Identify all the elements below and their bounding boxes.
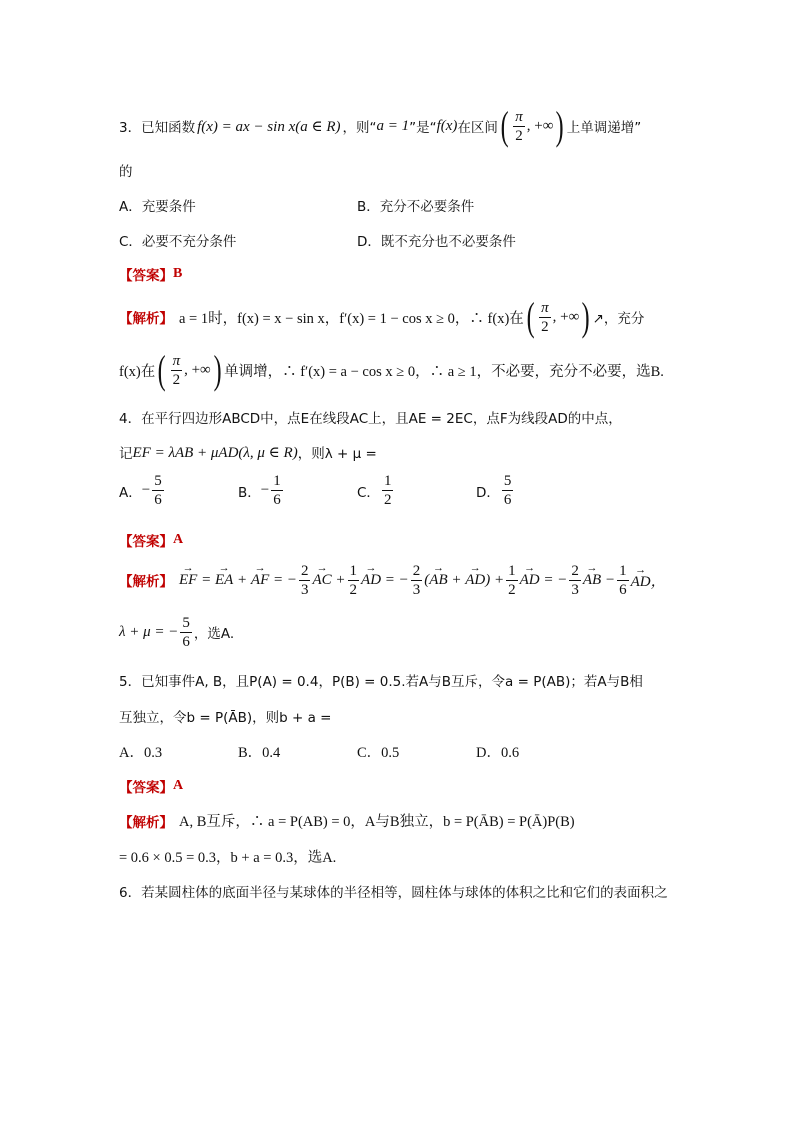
q4-option-d: D． $\frac{5}{6}$	[476, 473, 512, 508]
q3-option-c: C．必要不充分条件	[119, 234, 237, 250]
q4-stem-line1: 4．在平行四边形ABCD中，点E在线段AC上，且AE = 2EC，点F为线段AD的中点，	[119, 411, 622, 427]
q5-answer: 【答案】 A	[119, 778, 184, 796]
q4-answer: 【答案】 A	[119, 532, 184, 550]
q5-stem-line1: 5．已知事件A, B，且P(A) = 0.4，P(B) = 0.5.若A与B互斥，令a = P(AB)；若A与B相	[119, 674, 643, 690]
q5-analysis-line1: 【解析】 A, B互斥，∴ a = P(AB) = 0，A与B独立，b = P(ĀB) = P(Ā)P(B)	[119, 814, 575, 831]
q4-analysis-line1: 【解析】 → EF = → EA + → AF = − $\frac{2}{3}$ → AC + $\frac{1}{2}$ → AD = − $\frac{2}{3}$ (→ AB + → AD) + $\frac{1}{2}$ → AD = − $\frac{2}{3}$ → AB − $\frac{1}{6}$ → AD，	[119, 558, 666, 602]
q3-option-d: D．既不充分也不必要条件	[357, 234, 516, 250]
q5-stem-line2: 互独立，令b = P(ĀB)，则b + a =	[119, 710, 332, 726]
q5-option-c: C．0.5	[357, 745, 400, 761]
q6-stem-line1: 6．若某圆柱体的底面半径与某球体的半径相等，圆柱体与球体的体积之比和它们的表面积之	[119, 885, 668, 901]
q3-analysis-line1: 【解析】 a = 1时，f(x) = x − sin x，f′(x) = 1 − cos x ≥ 0，∴ f(x)在 ( $\frac{\pi}{2}$ , +∞ ) ↗，充分	[119, 294, 645, 339]
q4-option-b: B． − $\frac{1}{6}$	[238, 473, 281, 508]
q5-option-d: D．0.6	[476, 745, 520, 761]
q3-stem-line1: 3．已知函数 f(x) = ax − sin x(a ∈ R) ，则“ a = 1 ”是“ f(x) 在区间 ( $\frac{\pi}{2}$ , +∞ ) 上单调递增”	[119, 103, 642, 148]
q4-option-c: C． $\frac{1}{2}$	[357, 473, 392, 508]
q3-option-a: A．充要条件	[119, 199, 196, 215]
q3-analysis-line2: f(x)在 ( $\frac{\pi}{2}$ , +∞ ) 单调增，∴ f′(x) = a − cos x ≥ 0，∴ a ≥ 1，不必要，充分不必要，选B.	[119, 347, 664, 392]
q5-option-b: B．0.4	[238, 745, 281, 761]
q4-analysis-line2: λ + μ = − $\frac{5}{6}$ ，选A.	[119, 614, 235, 650]
q4-option-a: A． − $\frac{5}{6}$	[119, 473, 162, 508]
q3-condition: a = 1	[376, 117, 410, 134]
q3-number: 3．已知函数	[119, 120, 196, 136]
q3-function: f(x) = ax − sin x(a ∈ R)	[197, 118, 341, 135]
q3-answer: 【答案】 B	[119, 266, 183, 284]
q5-analysis-line2: = 0.6 × 0.5 = 0.3，b + a = 0.3，选A.	[119, 850, 337, 866]
q3-stem-line2: 的	[119, 164, 133, 180]
q4-vector-equation: EF = λAB + μAD(λ, μ ∈ R)	[132, 444, 298, 461]
q3-option-b: B．充分不必要条件	[357, 199, 475, 215]
q4-stem-line2: 记 EF = λAB + μAD(λ, μ ∈ R) ，则λ + μ =	[119, 444, 377, 462]
q5-option-a: A．0.3	[119, 745, 163, 761]
q3-interval-fraction: $\frac{\pi}{2}$	[515, 108, 523, 144]
